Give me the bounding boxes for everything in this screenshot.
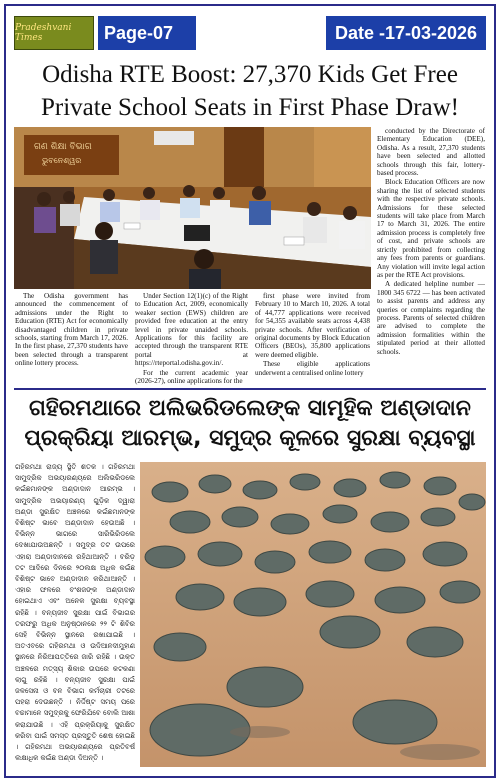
odia-paragraph: ଗହିରମଥା ରାଜ୍ୟ ସ୍ଥିତି ଶତକ । ଗହିରମଥା ସାମୁଦ୍ରିକ ଅଭୟାରଣ୍ୟରେ ଅଲିଭରିଡଲେ କଇଁଛମାନଙ୍କ ଅଣ୍ଡାଦାନ ଆରମ୍ଭ । ସାମୁଦ୍ରିକ ଅଭୟାରଣ୍ୟ ଗୁଡ଼ିକ ଦ୍ୱାରା ଅଣ୍ଡା ସୁରକ୍ଷିତ ଅଞ୍ଚଳରେ କଇଁଛମାନଙ୍କ ବିଶିଷ୍ଟ ଭାବେ ଅଣ୍ଡାଦାନ ହେଉଅଛି । ବିଭିନ୍ନ ଭାଗରେ ସାରିଭିରିଡଲେ ଦେଖାଯାଉଅଛନ୍ତି । ସମୁଦ୍ର ତଟ ଉପରେ ଏହାରା ଅଣ୍ଡାଦାନରେ ରହିଥାଆନ୍ତି । ବରିଡ଼ ତଟ ଆଦିରେ ଦିନରେ ୨୦ଲକ୍ଷ ଅଧିକ କଇଁଛ ବିଶିଷ୍ଟ ଭାବେ ଅଣ୍ଡାଦାନ କରିଥାଆନ୍ତି । ଏହାର ଫଳରେ ବଂଶଜଙ୍କ ଅଣ୍ଡାଦାନ ହୋଇଥାଏ ଏବଂ ଅନେକ ସୁରକ୍ଷା ବ୍ୟବସ୍ଥା ରହିଛି । ବନ୍ୟଜୀବ ସୁରକ୍ଷା ପାଇଁ ବିଭାଗର ତରଫରୁ ଅଧିକ ଅନୁଷ୍ଠାନରେ ୨୨ ଟି ଶିବିର ସେହି ବିଭିନ୍ନ ସ୍ଥାନରେ ରଖାଯାଇଛି । ଅତଏବରେ ଗହିରମଥା ଓ ଉଦିଆନଦୀମୁହାଣ ସ୍ଥାନରେ ନିରିଆପତ୍ତିରେ ଜାରି ରହିଛି । ଉକ୍ତ ଅଞ୍ଚଳରେ ମତ୍ସ୍ୟ ଶିକାର ଉପରେ କଟକଣା ଲାଗୁ ରହିଛି । ବନ୍ୟଜୀବ ସୁରକ୍ଷା ପାଇଁ ଜଳସେନା ଓ ବନ ବିଭାଗ କର୍ମଚାରୀ ତଟରେ ପହରା ଦେଉଛନ୍ତି । ନିର୍ଦ୍ଦିଷ୍ଟ ସମୟ ପରେ ବଚ୍ଚାମାନେ ସମୁଦ୍ରକୁ ଫେରିଯିବେ ବୋଲି ଆଶା କରାଯାଉଛି । ଏହି ପ୍ରକ୍ରିୟାକୁ ସୁରକ୍ଷିତ କରିବା ପାଇଁ ସମସ୍ତ ପ୍ରସ୍ତୁତି ଶେଷ ହୋଇଛି । ଗହିରମଥା ଅଭୟାରଣ୍ୟରେ ପ୍ରତିବର୍ଷ ଲକ୍ଷାଧିକ କଇଁଛ ଅଣ୍ଡା ଦିଅନ୍ତି । — [15, 463, 135, 763]
main-headline — [10, 58, 490, 124]
article-paragraph: A dedicated helpline number — 1800 345 6722 — has been activated to assist parents and address any queries or complaints regarding the process. Parents of selected children are advised to complete the admission formalities within the stipulated period at their allotted schools. — [377, 280, 485, 356]
turtle-beach-photo — [140, 462, 486, 767]
article-paragraph: conducted by the Directorate of Elementary Education (DEE), Odisha. As a result, 27,370 students have been selected and allotted schools through this fair, lottery-based process. — [377, 127, 485, 178]
article-paragraph: Block Education Officers are now sharing the list of selected students with the respective private schools. Admissions for these selected students will take place from March 17 to March 31, 2026. The entire admission process is completely free of cost, and private schools are strictly prohibited from collecting any fees from parents or guardians. Any violation will invite legal action as per the RTE Act provisions. — [377, 178, 485, 279]
page-number: Page-07 — [98, 16, 196, 50]
article-paragraph: The Odisha government has announced the commencement of admissions under the Right to Education (RTE) Act for economically disadvantaged children in private schools, starting from March 17, 2026. In the first phase, 27,370 students have been selected through a transparent online lottery process. — [15, 292, 128, 368]
odia-article-body — [15, 462, 135, 767]
section-divider — [14, 388, 486, 390]
article-paragraph: Under Section 12(1)(c) of the Right to Education Act, 2009, economically weaker section (EWS) children are provided free education at the entry level in private unaided schools. Applications for this facility are accepted through the transparent RTE portal at https://rteportal.odisha.gov.in/. — [135, 292, 248, 368]
meeting-photo-illustration — [14, 127, 371, 289]
odia-headline-line-1: ଗହିରମଥାରେ ଅଲିଭରିଡଲେଙ୍କ ସାମୂହିକ ଅଣ୍ଡାଦାନ — [29, 396, 471, 421]
newspaper-logo: Pradeshvani Times — [14, 16, 94, 50]
article-column-1 — [15, 292, 128, 384]
odia-headline — [10, 394, 490, 454]
banner-line-1: ଗଣ ଶିକ୍ଷା ବିଭାଗ — [34, 142, 92, 152]
newspaper-header — [14, 14, 486, 52]
odia-headline-line-2: ପ୍ରକ୍ରିୟା ଆରମ୍ଭ, ସମୁଦ୍ର କୂଳରେ ସୁରକ୍ଷା ବ୍ୟବସ୍ଥା — [24, 426, 476, 451]
article-column-3 — [255, 292, 370, 384]
headline-line-2: Private School Seats in First Phase Draw! — [40, 94, 459, 121]
turtle-photo-illustration — [140, 462, 486, 767]
issue-date: Date -17-03-2026 — [326, 16, 486, 50]
article-column-2 — [135, 292, 248, 384]
article-paragraph: These eligible applications underwent a centralised online lottery — [255, 360, 370, 377]
article-paragraph: For the current academic year (2026-27), online applications for the — [135, 368, 248, 386]
banner-line-2: ଭୁବନେଶ୍ୱର — [42, 156, 82, 165]
headline-line-1: Odisha RTE Boost: 27,370 Kids Get Free — [42, 61, 458, 88]
article-column-4 — [377, 127, 485, 382]
meeting-photo — [14, 127, 371, 289]
article-paragraph: first phase were invited from February 10 to March 10, 2026. A total of 44,777 applications were received for 54,355 available seats across 4,438 private schools. After verification of original documents by Block Education Officers (BEOs), 35,800 applications were deemed eligible. — [255, 292, 370, 359]
